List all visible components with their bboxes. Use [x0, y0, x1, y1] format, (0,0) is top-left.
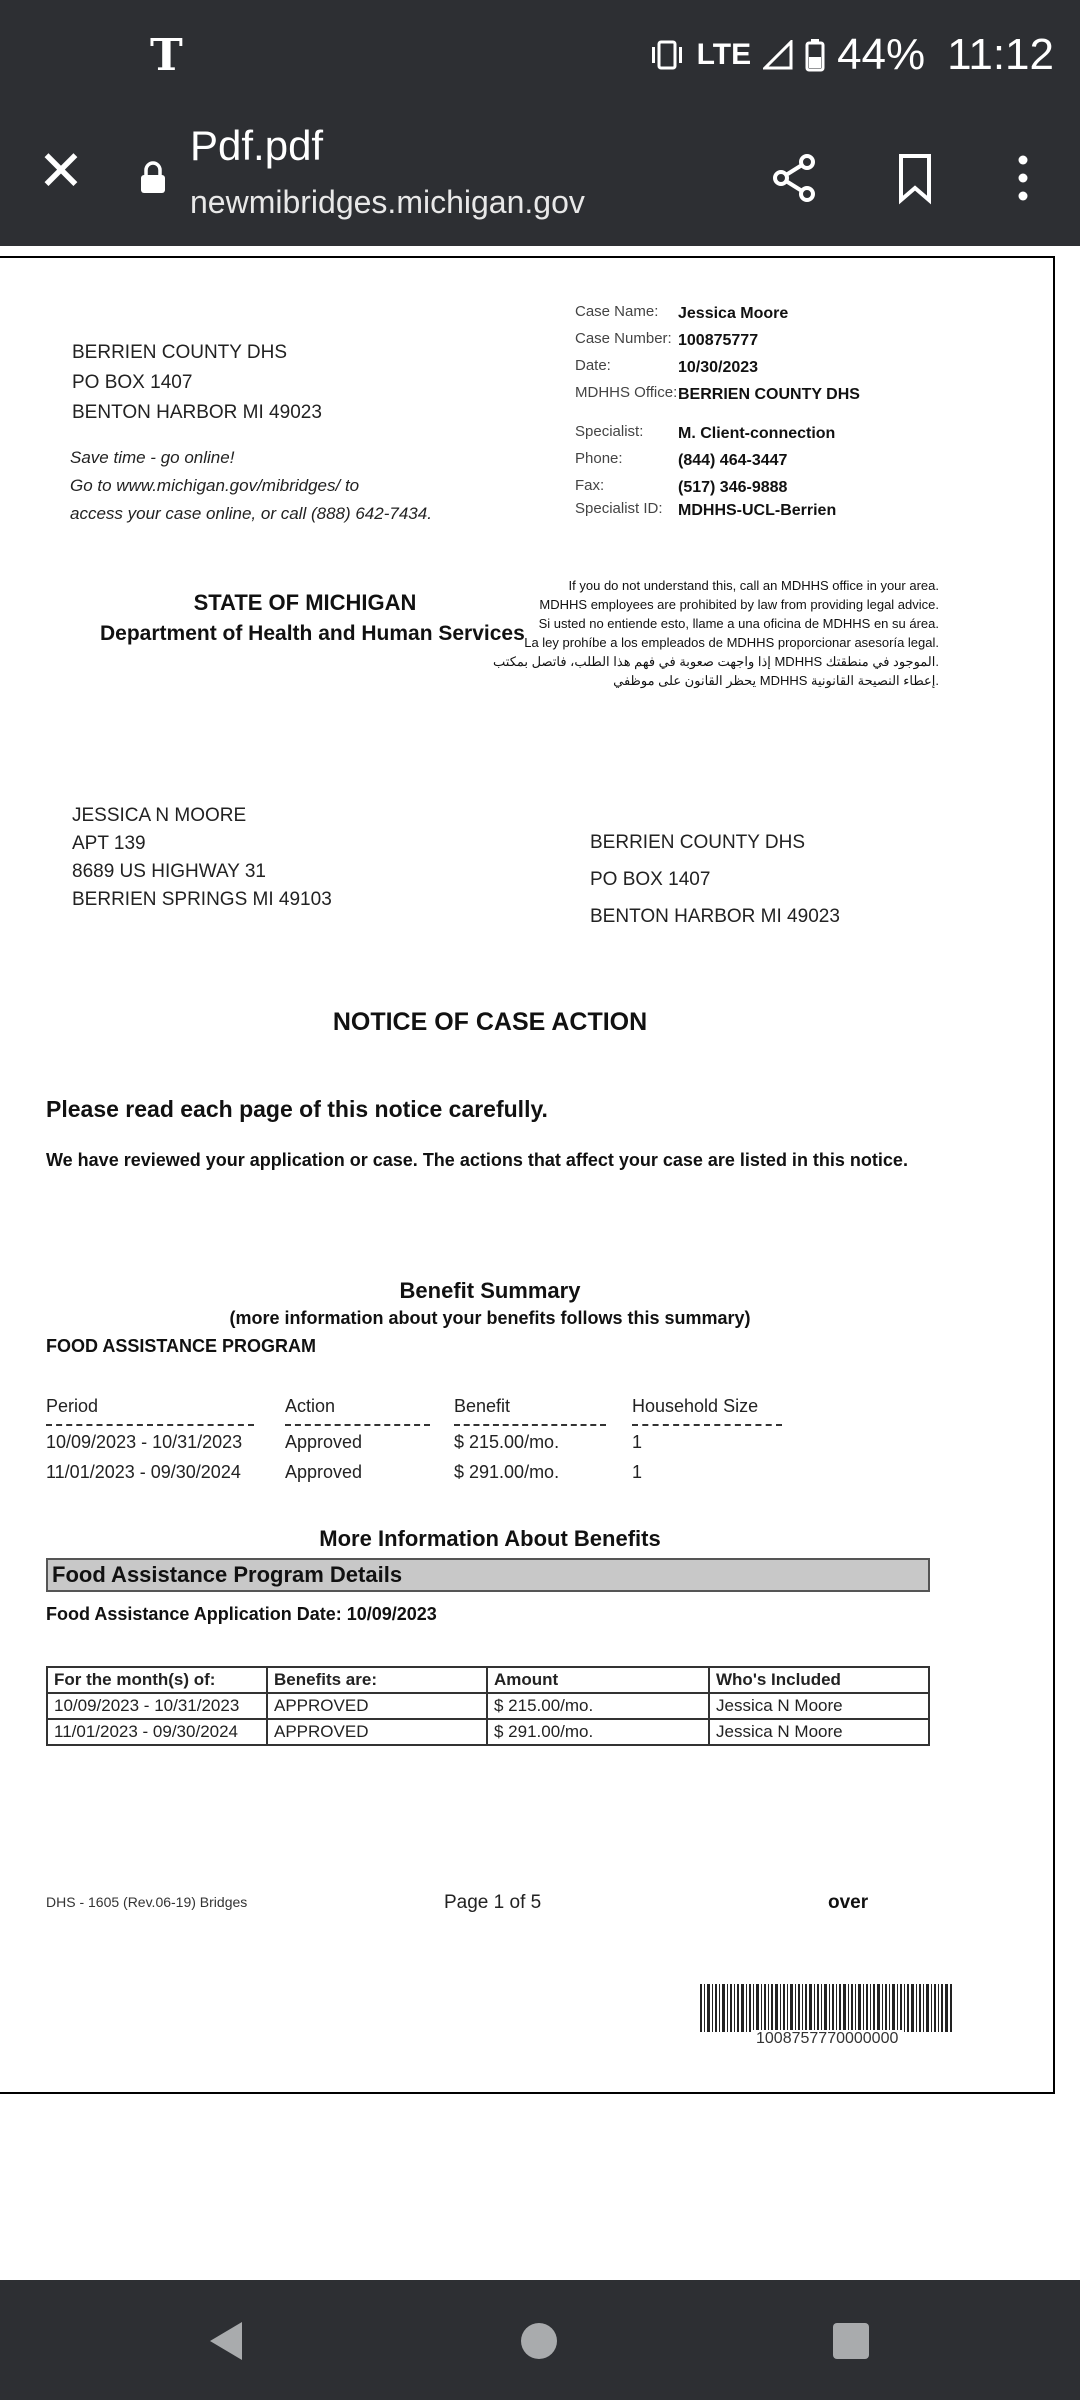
specialist-id-value: MDHHS-UCL-Berrien: [678, 502, 837, 519]
summary-row: [46, 1462, 786, 1492]
battery-level: 44%: [837, 30, 926, 79]
case-name-label: Case Name:: [575, 303, 659, 320]
table-row: [47, 1719, 929, 1745]
more-info-title: More Information About Benefits: [319, 1526, 661, 1551]
client-address-line: BERRIEN SPRINGS MI 49103: [72, 889, 332, 910]
language-notice-line: Si usted no entiende esto, llame a una oficina de MDHHS en su área.: [538, 616, 939, 631]
phone-value: (844) 464-3447: [678, 452, 788, 469]
vibrate-icon: [649, 38, 685, 72]
pdf-page: [0, 256, 1055, 2094]
page-indicator: Page 1 of 5: [444, 1892, 542, 1913]
application-date: Food Assistance Application Date: 10/09/2023: [46, 1604, 437, 1624]
reviewed-text: We have reviewed your application or case. The actions that affect your case are listed in this notice.: [46, 1150, 908, 1170]
table-cell: 10/09/2023 - 10/31/2023: [47, 1693, 267, 1719]
office-label: MDHHS Office:: [575, 384, 678, 401]
dash-divider: [46, 1424, 254, 1426]
document-title: Pdf.pdf: [190, 122, 324, 169]
back-icon[interactable]: [202, 2316, 252, 2366]
benefits-table: [46, 1666, 930, 1746]
case-info-values: [678, 300, 860, 524]
clock: 11:12: [947, 30, 1054, 79]
fax-label: Fax:: [575, 477, 605, 494]
summary-cell: 1: [632, 1432, 643, 1452]
table-header: Amount: [487, 1667, 709, 1693]
battery-icon: [805, 38, 825, 72]
case-name-value: Jessica Moore: [678, 305, 789, 322]
return-address-line: BENTON HARBOR MI 49023: [590, 906, 840, 927]
barcode-icon: [700, 1984, 952, 2034]
online-note-line: Go to www.michigan.gov/mibridges/ to: [70, 476, 360, 495]
client-address: [72, 802, 332, 914]
summary-cell: 10/09/2023 - 10/31/2023: [46, 1432, 243, 1452]
barcode-image: [700, 1984, 952, 2034]
benefit-summary-title: Benefit Summary: [399, 1278, 581, 1303]
state-heading: STATE OF MICHIGAN: [193, 590, 417, 615]
summary-header: Period: [46, 1396, 99, 1416]
date-label: Date:: [575, 357, 611, 374]
specialist-label: Specialist:: [575, 423, 644, 440]
lock-icon: [138, 160, 168, 194]
department-heading: Department of Health and Human Services: [100, 622, 525, 645]
fax-value: (517) 346-9888: [678, 479, 788, 496]
online-note: [70, 444, 432, 528]
summary-header-row: [46, 1396, 786, 1424]
summary-cell: $ 291.00/mo.: [454, 1462, 560, 1482]
dash-divider: [632, 1424, 782, 1426]
specialist-id-label: Specialist ID:: [575, 500, 663, 517]
benefit-summary-table: [46, 1396, 786, 1492]
summary-row: [46, 1432, 786, 1462]
language-notice: [493, 576, 939, 690]
network-type: LTE: [696, 38, 752, 71]
pdf-viewer-toolbar: [0, 114, 1080, 246]
table-cell: $ 215.00/mo.: [487, 1693, 709, 1719]
client-address-line: APT 139: [72, 833, 146, 854]
case-info-labels: [575, 298, 677, 522]
fap-details-bar: Food Assistance Program Details: [46, 1558, 930, 1592]
language-notice-line: إذا واجهت صعوبة في فهم هذا الطلب، فاتصل بمكتب MDHHS الموجود في منطقتك.: [493, 654, 939, 669]
language-notice-line: If you do not understand this, call an MDHHS office in your area.: [568, 578, 939, 593]
language-notice-line: MDHHS employees are prohibited by law from providing legal advice.: [539, 597, 939, 612]
form-id: DHS - 1605 (Rev.06-19) Bridges: [46, 1894, 248, 1910]
language-notice-line: يحظر القانون على موظفي MDHHS إعطاء النصيحة القانونية.: [613, 673, 939, 688]
summary-dash-row: [46, 1424, 786, 1428]
specialist-value: M. Client-connection: [678, 425, 836, 442]
share-icon[interactable]: [765, 148, 825, 208]
office-address: [72, 338, 322, 428]
language-notice-line: La ley prohíbe a los empleados de MDHHS proporcionar asesoría legal.: [524, 635, 939, 650]
summary-cell: $ 215.00/mo.: [454, 1432, 560, 1452]
client-address-line: JESSICA N MOORE: [72, 805, 247, 826]
summary-cell: 1: [632, 1462, 643, 1482]
office-value: BERRIEN COUNTY DHS: [678, 386, 860, 403]
date-value: 10/30/2023: [678, 359, 759, 376]
dash-divider: [285, 1424, 430, 1426]
office-address-line: PO BOX 1407: [72, 372, 193, 393]
dash-divider: [454, 1424, 606, 1426]
summary-header: Action: [285, 1396, 336, 1416]
program-name: FOOD ASSISTANCE PROGRAM: [46, 1336, 317, 1356]
table-cell: Jessica N Moore: [709, 1719, 929, 1745]
benefit-summary-subtitle: (more information about your benefits follows this summary): [229, 1308, 751, 1328]
system-nav-bar: [0, 2280, 1080, 2400]
table-header: Benefits are:: [267, 1667, 487, 1693]
office-address-line: BENTON HARBOR MI 49023: [72, 402, 322, 423]
table-cell: APPROVED: [267, 1719, 487, 1745]
office-address-line: BERRIEN COUNTY DHS: [72, 342, 288, 363]
table-cell: $ 291.00/mo.: [487, 1719, 709, 1745]
summary-header: Benefit: [454, 1396, 511, 1416]
online-note-line: access your case online, or call (888) 642-7434.: [70, 504, 432, 523]
over-label: over: [828, 1892, 869, 1913]
status-right: [649, 30, 1054, 80]
recents-icon[interactable]: [826, 2316, 876, 2366]
client-address-line: 8689 US HIGHWAY 31: [72, 861, 266, 882]
table-cell: APPROVED: [267, 1693, 487, 1719]
read-carefully-text: Please read each page of this notice carefully.: [46, 1096, 548, 1122]
online-note-line: Save time - go online!: [70, 448, 235, 467]
close-icon[interactable]: ✕: [37, 139, 85, 202]
notice-title: NOTICE OF CASE ACTION: [332, 1008, 648, 1036]
table-row: [47, 1693, 929, 1719]
phone-label: Phone:: [575, 450, 623, 467]
table-cell: 11/01/2023 - 09/30/2024: [47, 1719, 267, 1745]
return-address-line: BERRIEN COUNTY DHS: [590, 832, 806, 853]
table-cell: Jessica N Moore: [709, 1693, 929, 1719]
summary-cell: 11/01/2023 - 09/30/2024: [46, 1462, 241, 1482]
case-number-value: 100875777: [678, 332, 759, 349]
summary-cell: Approved: [285, 1462, 363, 1482]
signal-icon: [763, 40, 793, 70]
barcode-number: 1008757770000000: [752, 2030, 902, 2048]
carrier-logo-icon: T: [150, 30, 183, 81]
return-address-line: PO BOX 1407: [590, 869, 711, 890]
status-bar: [0, 0, 1080, 114]
summary-header: Household Size: [632, 1396, 759, 1416]
more-options-icon[interactable]: [993, 148, 1053, 208]
bookmark-icon[interactable]: [885, 148, 945, 208]
table-header: Who's Included: [709, 1667, 929, 1693]
table-header: For the month(s) of:: [47, 1667, 267, 1693]
case-number-label: Case Number:: [575, 330, 672, 347]
benefits-table-header: [47, 1667, 929, 1693]
home-icon[interactable]: [514, 2316, 564, 2366]
return-address: [590, 824, 840, 935]
document-url: newmibridges.michigan.gov: [190, 184, 585, 220]
summary-cell: Approved: [285, 1432, 363, 1452]
